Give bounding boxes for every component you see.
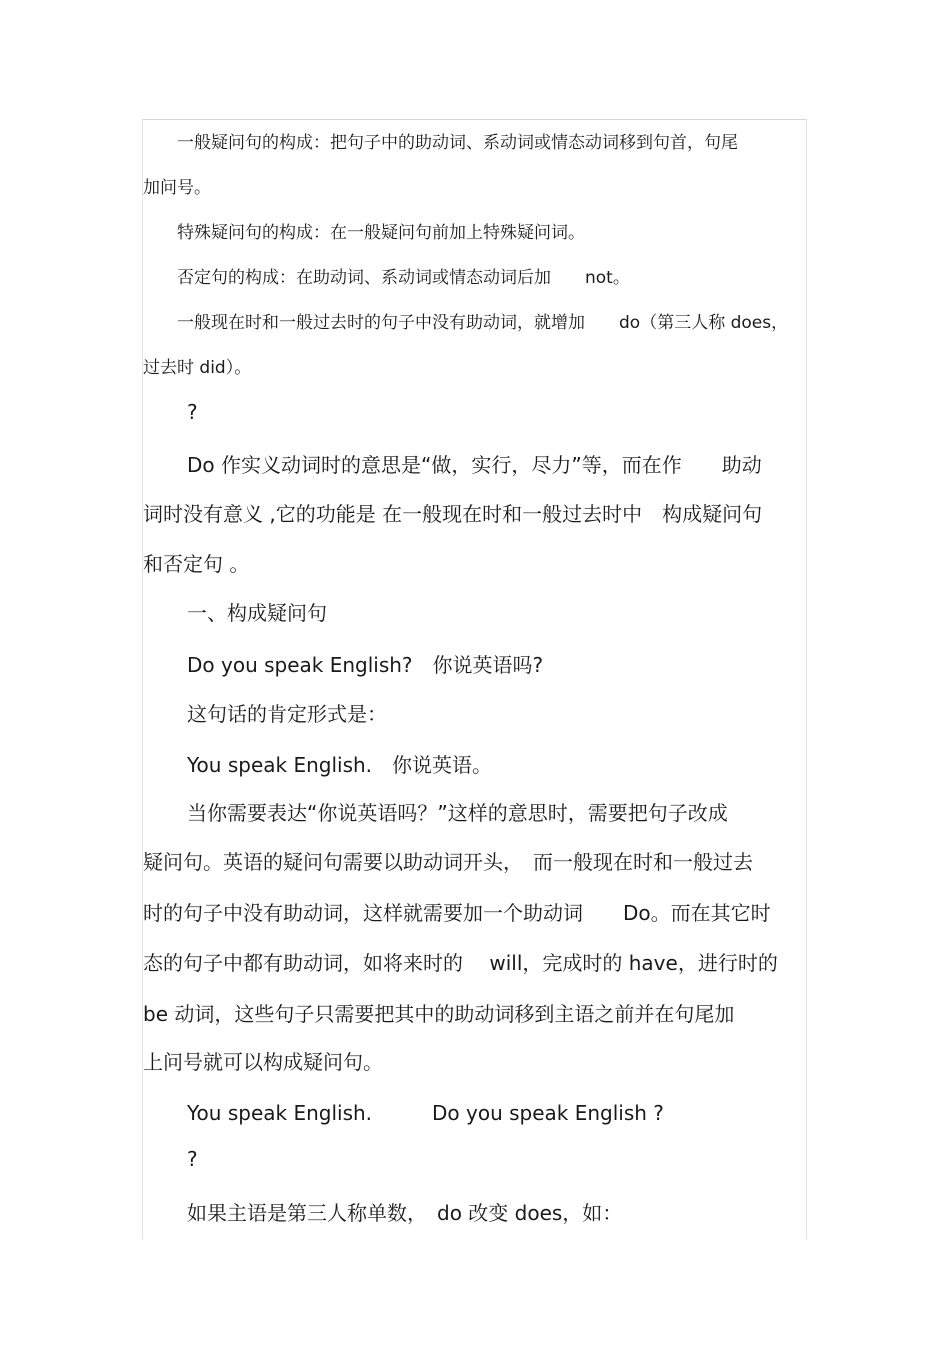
text-line: 过去时 did）。 (143, 358, 252, 378)
text-line: 这句话的肯定形式是： (187, 702, 387, 726)
text-line: 一般现在时和一般过去时的句子中没有助动词，就增加 do（第三人称 does， (177, 313, 789, 333)
page-border-right (806, 119, 807, 1239)
text-line: 特殊疑问句的构成：在一般疑问句前加上特殊疑问词。 (177, 223, 585, 243)
text-line: 态的句子中都有助动词，如将来时的 will，完成时的 have，进行时的 (143, 951, 778, 975)
text-line: Do 作实义动词时的意思是“做，实行，尽力”等，而在作 助动 (187, 453, 762, 477)
text-line: You speak English. 你说英语。 (187, 753, 493, 777)
text-line: 和否定句 。 (143, 552, 250, 576)
text-line: You speak English. Do you speak English ? (187, 1101, 664, 1125)
page-border-top (142, 119, 806, 120)
text-line: 时的句子中没有助动词，这样就需要加一个助动词 Do。而在其它时 (143, 901, 771, 925)
section-heading: 一、构成疑问句 (187, 601, 327, 625)
text-line: 否定句的构成：在助动词、系动词或情态动词后加 not。 (177, 268, 630, 288)
text-line: 疑问句。英语的疑问句需要以助动词开头， 而一般现在时和一般过去 (143, 850, 753, 874)
text-line: ? (187, 400, 198, 424)
text-line: Do you speak English? 你说英语吗? (187, 653, 544, 677)
text-line: 当你需要表达“你说英语吗？”这样的意思时，需要把句子改成 (187, 801, 728, 825)
text-line: 如果主语是第三人称单数， do 改变 does，如： (187, 1201, 623, 1225)
text-line: 一般疑问句的构成：把句子中的助动词、系动词或情态动词移到句首，句尾 (177, 133, 738, 153)
text-line: be 动词，这些句子只需要把其中的助动词移到主语之前并在句尾加 (143, 1002, 735, 1026)
text-line: ? (187, 1147, 198, 1171)
text-line: 词时没有意义 ,它的功能是 在一般现在时和一般过去时中 构成疑问句 (143, 502, 763, 526)
text-line: 上问号就可以构成疑问句。 (143, 1050, 383, 1074)
text-line: 加问号。 (143, 178, 211, 198)
